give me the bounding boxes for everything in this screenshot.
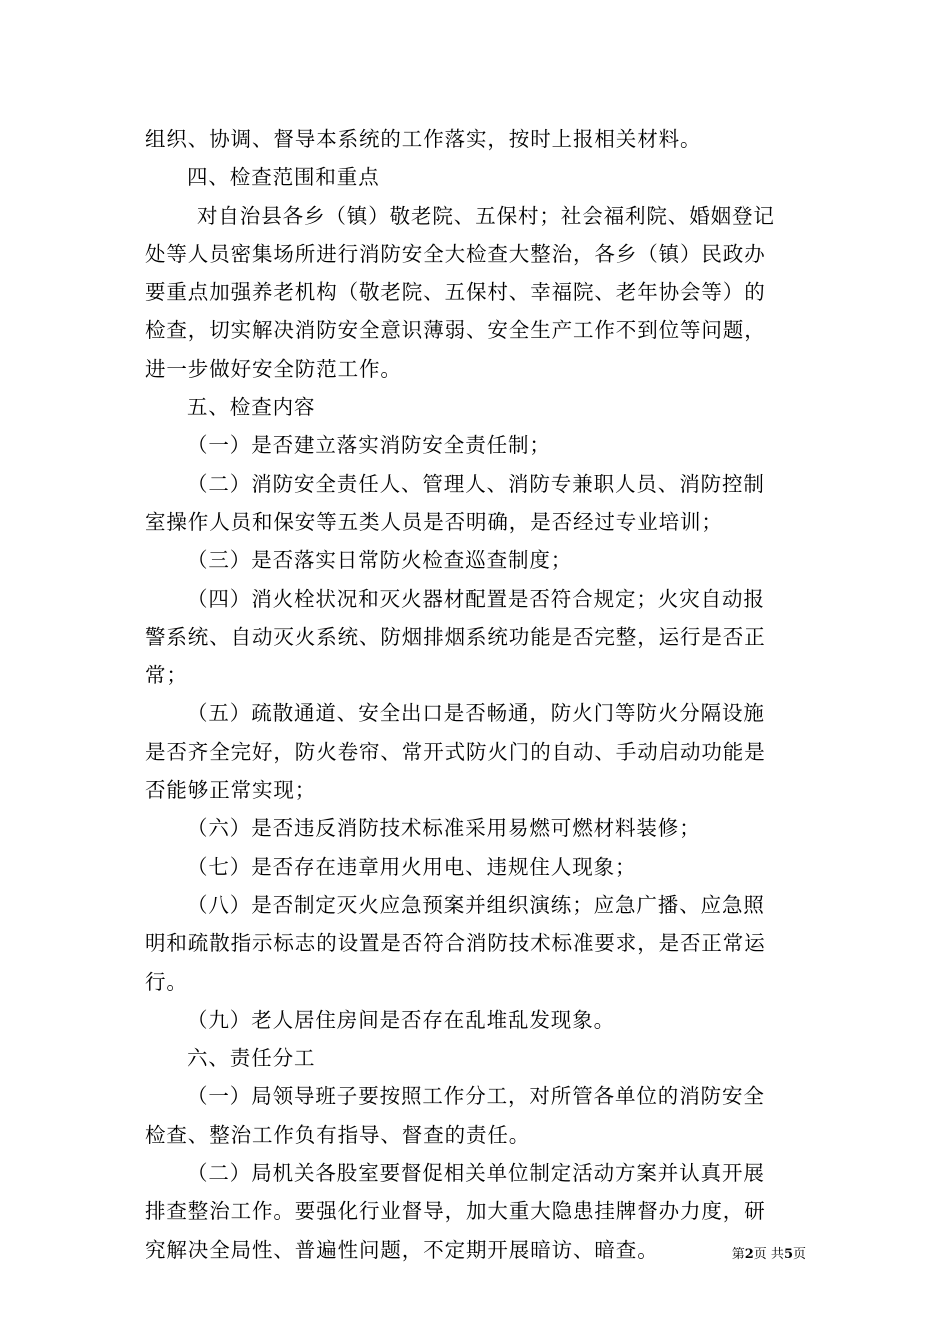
text-line: 处等人员密集场所进行消防安全大检查大整治，各乡（镇）民政办 <box>145 241 766 266</box>
page-footer <box>732 1246 806 1264</box>
text-line: 对自治县各乡（镇）敬老院、五保村；社会福利院、婚姻登记 <box>197 203 775 228</box>
text-line: （六）是否违反消防技术标准采用易燃可燃材料装修； <box>187 816 701 841</box>
text-line: 常； <box>145 663 188 688</box>
text-line: 四、检查范围和重点 <box>187 165 380 190</box>
text-line: 五、检查内容 <box>187 395 316 420</box>
text-line: 检查、整治工作负有指导、督查的责任。 <box>145 1122 531 1147</box>
footer-middle: 页 共 <box>753 1247 784 1262</box>
text-line: 要重点加强养老机构（敬老院、五保村、幸福院、老年协会等）的 <box>145 280 766 305</box>
text-line: 究解决全局性、普遍性问题，不定期开展暗访、暗查。 <box>145 1237 659 1262</box>
text-line: 组织、协调、督导本系统的工作落实，按时上报相关材料。 <box>145 127 702 151</box>
text-line: 是否齐全完好，防火卷帘、常开式防火门的自动、手动启动功能是 <box>145 739 766 764</box>
text-line: （二）消防安全责任人、管理人、消防专兼职人员、消防控制 <box>187 471 765 496</box>
text-line: （九）老人居住房间是否存在乱堆乱发现象。 <box>187 1007 615 1032</box>
text-line: （三）是否落实日常防火检查巡查制度； <box>187 548 573 573</box>
text-line: 检查，切实解决消防安全意识薄弱、安全生产工作不到位等问题， <box>145 318 766 343</box>
text-line: （八）是否制定灭火应急预案并组织演练；应急广播、应急照 <box>187 892 765 917</box>
text-line: 明和疏散指示标志的设置是否符合消防技术标准要求，是否正常运 <box>145 931 766 956</box>
text-line: （七）是否存在违章用火用电、违规住人现象； <box>187 854 637 879</box>
footer-prefix: 第 <box>731 1247 745 1262</box>
text-line: 进一步做好安全防范工作。 <box>145 356 402 381</box>
text-line: （二）局机关各股室要督促相关单位制定活动方案并认真开展 <box>187 1161 765 1186</box>
text-line: 否能够正常实现； <box>145 778 317 803</box>
document-body <box>145 120 810 1269</box>
total-pages-number: 5 <box>783 1247 793 1262</box>
current-page-number: 2 <box>744 1247 754 1262</box>
text-line: （五）疏散通道、安全出口是否畅通，防火门等防火分隔设施 <box>187 701 765 726</box>
text-line: 排查整治工作。要强化行业督导，加大重大隐患挂牌督办力度，研 <box>145 1199 766 1224</box>
text-line: 行。 <box>145 969 188 994</box>
text-line: （一）是否建立落实消防安全责任制； <box>187 433 551 458</box>
text-line: 警系统、自动灭火系统、防烟排烟系统功能是否完整，运行是否正 <box>145 624 766 649</box>
text-line: （一）局领导班子要按照工作分工，对所管各单位的消防安全 <box>187 1084 765 1109</box>
footer-suffix: 页 <box>792 1247 806 1262</box>
text-line: 六、责任分工 <box>187 1046 316 1071</box>
text-line: （四）消火栓状况和灭火器材配置是否符合规定；火灾自动报 <box>187 586 765 611</box>
text-line: 室操作人员和保安等五类人员是否明确，是否经过专业培训； <box>145 509 723 534</box>
